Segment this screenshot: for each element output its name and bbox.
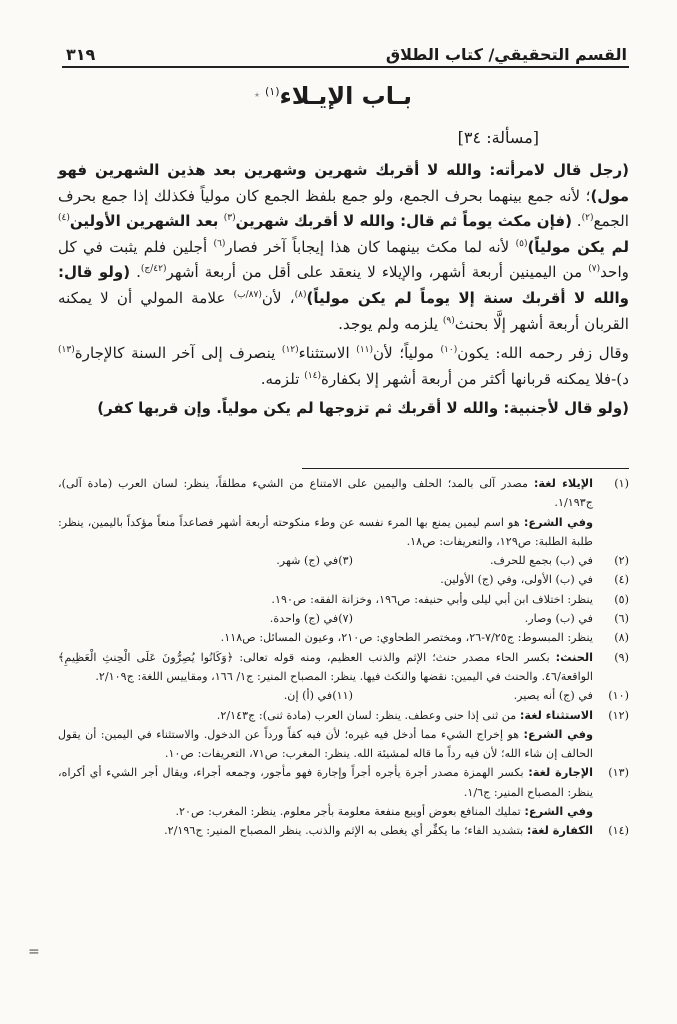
sharh-text: ؛ لأنه جمع بينهما بحرف الجمع، ولو جمع بلفظ الجمع كان مولياً فكذلك إذا جمع بحرف الجمع (58, 186, 629, 231)
footnote: (٩) الحنث: بكسر الحاء مصدر حنث؛ الإثم والذنب العظيم، ومنه قوله تعالى: ﴿وَكَانُوا يُصِرُّونَ عَلَى الْحِنثِ الْعَظِيمِ﴾ الواقعة/٤٦. والحنث في اليمين: نقضها والنكث فيها. ينظر: المصباح المنير: ج١/ ١٦٦، ومقاييس اللغة: ج٢/١٠٩. (58, 650, 629, 683)
footnote-rule (302, 468, 629, 469)
paragraph-1 (58, 158, 629, 337)
footnote: وفي الشرع: تمليك المنافع بعوض أويبع منفعة معلومة بأجر معلوم. ينظر: المغرب: ص٢٠. (175, 805, 593, 819)
header-title: القسم التحقيقي/ كتاب الطلاق (385, 45, 627, 64)
sharh-text: ، لأن (261, 288, 295, 307)
sharh-text: . (130, 263, 141, 282)
sharh-text: . (571, 212, 582, 231)
margin-mark: = (28, 944, 40, 960)
page-number: ٣١٩ (66, 45, 96, 64)
matn-text: لم يكن مولياً) (527, 237, 629, 256)
chapter-note-ref: (١) (264, 85, 280, 98)
footnote-ref: (١١) (356, 345, 373, 356)
footnote-ref: (٧) (588, 264, 601, 275)
manuscript-ref: (٤٢/ج) (140, 264, 167, 275)
sharh-text: يلزمه ولم يوجد. (338, 314, 443, 333)
matn-text: (ولو قال: والله لا أقربك سنة إلا يوماً لم يكن مولياً) (58, 263, 629, 307)
footnote-ref: (٣) (223, 213, 236, 224)
footnote-ref: (٢) (581, 213, 594, 224)
sharh-text: وقال زفر رحمه الله: يكون (457, 344, 629, 363)
footnote-ref: (١٠) (440, 345, 458, 356)
footnote-ref: (٩) (442, 315, 455, 326)
footnote-ref: (٤) (58, 213, 70, 224)
chapter-title-text: بـاب الإيـلاء (279, 82, 413, 110)
matn-text: بعد الشهرين الأولين (69, 212, 224, 231)
footnote: وفي الشرع: هو إخراج الشيء مما أدخل فيه غيره؛ لأن فيه كفاً ورداً عن الدخول. والاستثناء في اليمين: أن يقول الحالف إن شاء الله؛ لأن فيه رداً ما قاله لمشيئة الله. ينظر: المغرب: ص٧١، التعريفات: ص١٠. (58, 727, 594, 761)
issue-number: [مسألة: ٣٤] (457, 128, 539, 147)
footnote-pair: (٦) في (ب) وصار. (٧) في (ج) واحدة. (269, 612, 629, 626)
paragraph-3 (58, 396, 629, 422)
footnotes (58, 474, 629, 841)
running-head (66, 36, 627, 64)
footnote-pair: (٢) في (ب) بجمع للحرف. (٣) في (ج) شهر. (276, 554, 629, 568)
paragraph-2 (58, 341, 629, 392)
matn-text: (فإن مكث يوماً ثم قال: والله لا أقربك شهرين (235, 212, 572, 231)
footnote-ref: (١٢) (281, 345, 299, 356)
footnote: (٨) ينظر: المبسوط: ج٧/٢٥-٢٦، ومختصر الطحاوي: ص٢١٠، وعيون المسائل: ص١١٨. (220, 631, 629, 645)
sharh-text: من اليمينين أربعة أشهر، والإيلاء لا ينعقد على أقل من أربعة أشهر (166, 263, 589, 282)
matn-text: (رجل قال لامرأته: والله لا أقربك شهرين وشهرين بعد هذين الشهرين فهو مول) (58, 161, 629, 205)
footnote: (٥) ينظر: اختلاف ابن أبي ليلى وأبي حنيفه: ص١٩٦، وخزانة الفقه: ص١٩٠. (271, 592, 629, 606)
footnote: (١) الإيلاء لغة: مصدر آلى بالمد؛ الحلف واليمين على الامتناع من الشيء مطلقاً، ينظر: لسان العرب (مادة آلى)، ج١/١٩٣. (58, 477, 629, 510)
footnote-ref: (٦) (213, 238, 226, 249)
manuscript-ref: (٨٧/ب) (233, 289, 262, 300)
footnote-ref: (٥) (515, 238, 528, 249)
footnote: وفي الشرع: هو اسم ليمين يمنع بها المرء نفسه عن وطء منكوحته أربعة أشهر فصاعداً منعاً مؤكداً باليمين، ينظر: طلبة الطلبة: ص١٢٩، والتعريفات: ص١٨. (58, 515, 593, 548)
sharh-text: مولياً؛ لأن (373, 344, 441, 363)
sharh-text: علامة المولي أن لا يمكنه القربان أربعة أشهر إلَّا بحنث (58, 288, 629, 333)
footnote: (١٤) الكفارة لغة: بتشديد الفاء؛ ما يكفِّر أي يغطى به الإثم والذنب. ينظر المصباح المنير: ج٢/١٩٦. (164, 824, 629, 838)
footnote-ref: (١٤) (304, 370, 321, 381)
ornament-asterisk: ٭ (254, 88, 260, 101)
sharh-text: ينصرف إلى آخر السنة كالإجارة (74, 344, 282, 363)
footnote: (١٢) الاستثناء لغة: من ثنى إذا حنى وعطف. ينظر: لسان العرب (مادة ثنى): ج٢/١٤٣. (216, 708, 629, 722)
main-text (58, 158, 629, 426)
footnote-ref: (٨) (294, 289, 307, 300)
sharh-text: الاستثناء (298, 344, 357, 363)
sharh-text: أجلين فلم يثبت في كل واحد (58, 237, 629, 282)
chapter-title (0, 82, 677, 110)
header-rule (62, 66, 629, 68)
sharh-text: لأنه لما مكث بينهما كان هذا إيجاباً آخر فصار (225, 237, 516, 256)
sharh-text: د)-فلا يمكنه قربانها أكثر من أربعة أشهر إلا بكفارة (320, 369, 629, 388)
matn-text: (ولو قال لأجنبية: والله لا أقربك ثم تزوجها لم يكن مولياً. وإن قربها كفر) (97, 399, 629, 418)
footnote: (٤) في (ب) الأولى، وفي (ج) الأولين. (440, 573, 629, 587)
footnote-pair: (١٠) في (ج) أنه يصير. (١١) في (أ) إن. (283, 689, 629, 703)
sharh-text: تلزمه. (260, 369, 305, 388)
footnote-ref: (١٣) (58, 345, 75, 356)
footnote: (١٣) الإجارة لغة: بكسر الهمزة مصدر أجرة يأجره أجراً وإجارة فهو مأجور، وجمعه أجراء، ويقال أجر الشيء أي أكراه، ينظر: المصباح المنير: ج١/٦. (58, 766, 629, 799)
